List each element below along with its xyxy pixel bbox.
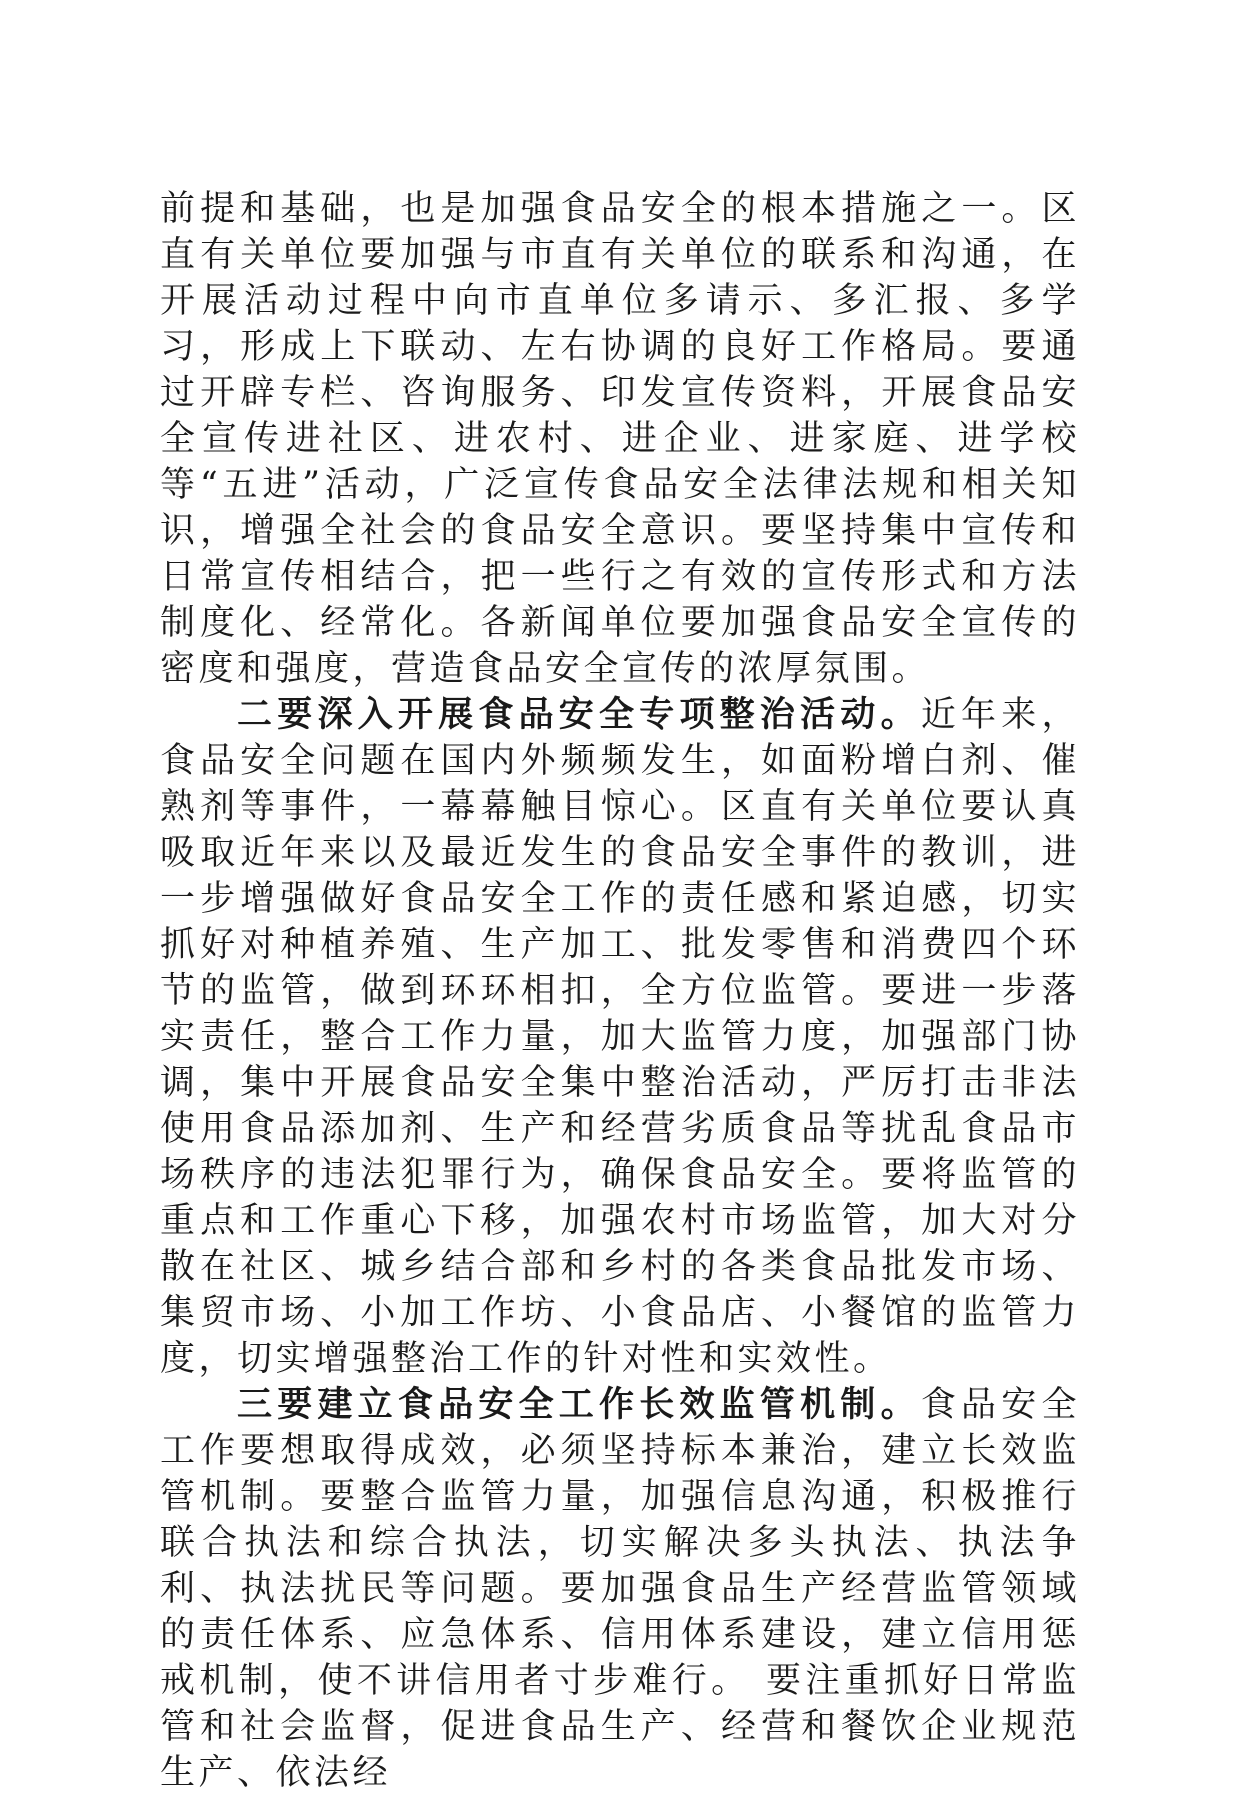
paragraph-special-rectification — [160, 692, 1080, 1382]
paragraph-lead-heading: 二要深入开展食品安全专项整治活动。 — [237, 695, 921, 735]
paragraph-continuation — [160, 186, 1080, 692]
paragraph-text: 前提和基础，也是加强食品安全的根本措施之一。区直有关单位要加强与市直有关单位的联系和沟通，在开展活动过程中向市直单位多请示、多汇报、多学习，形成上下联动、左右协调的良好工作格局。要通过开辟专栏、咨询服务、印发宣传资料，开展食品安全宣传进社区、进农村、进企业、进家庭、进学校等“五进”活动，广泛宣传食品安全法律法规和相关知识，增强全社会的食品安全意识。要坚持集中宣传和日常宣传相结合，把一些行之有效的宣传形式和方法制度化、经常化。各新闻单位要加强食品安全宣传的密度和强度，营造食品安全宣传的浓厚氛围。 — [160, 189, 1080, 689]
paragraph-text: 近年来，食品安全问题在国内外频频发生，如面粉增白剂、催熟剂等事件，一幕幕触目惊心。区直有关单位要认真吸取近年来以及最近发生的食品安全事件的教训，进一步增强做好食品安全工作的责任感和紧迫感，切实抓好对种植养殖、生产加工、批发零售和消费四个环节的监管，做到环环相扣，全方位监管。要进一步落实责任，整合工作力量，加大监管力度，加强部门协调，集中开展食品安全集中整治活动，严厉打击非法使用食品添加剂、生产和经营劣质食品等扰乱食品市场秩序的违法犯罪行为，确保食品安全。要将监管的重点和工作重心下移，加强农村市场监管，加大对分散在社区、城乡结合部和乡村的各类食品批发市场、集贸市场、小加工作坊、小食品店、小餐馆的监管力度，切实增强整治工作的针对性和实效性。 — [160, 695, 1080, 1379]
paragraph-long-term-mechanism — [160, 1382, 1080, 1796]
paragraph-lead-heading: 三要建立食品安全工作长效监管机制。 — [237, 1385, 921, 1425]
paragraph-text: 食品安全工作要想取得成效，必须坚持标本兼治，建立长效监管机制。要整合监管力量，加强信息沟通，积极推行联合执法和综合执法，切实解决多头执法、执法争利、执法扰民等问题。要加强食品生产经营监管领域的责任体系、应急体系、信用体系建设，建立信用惩戒机制，使不讲信用者寸步难行。 要注重抓好日常监管和社会监督，促进食品生产、经营和餐饮企业规范生产、依法经 — [160, 1385, 1080, 1793]
document-page — [160, 186, 1080, 1796]
